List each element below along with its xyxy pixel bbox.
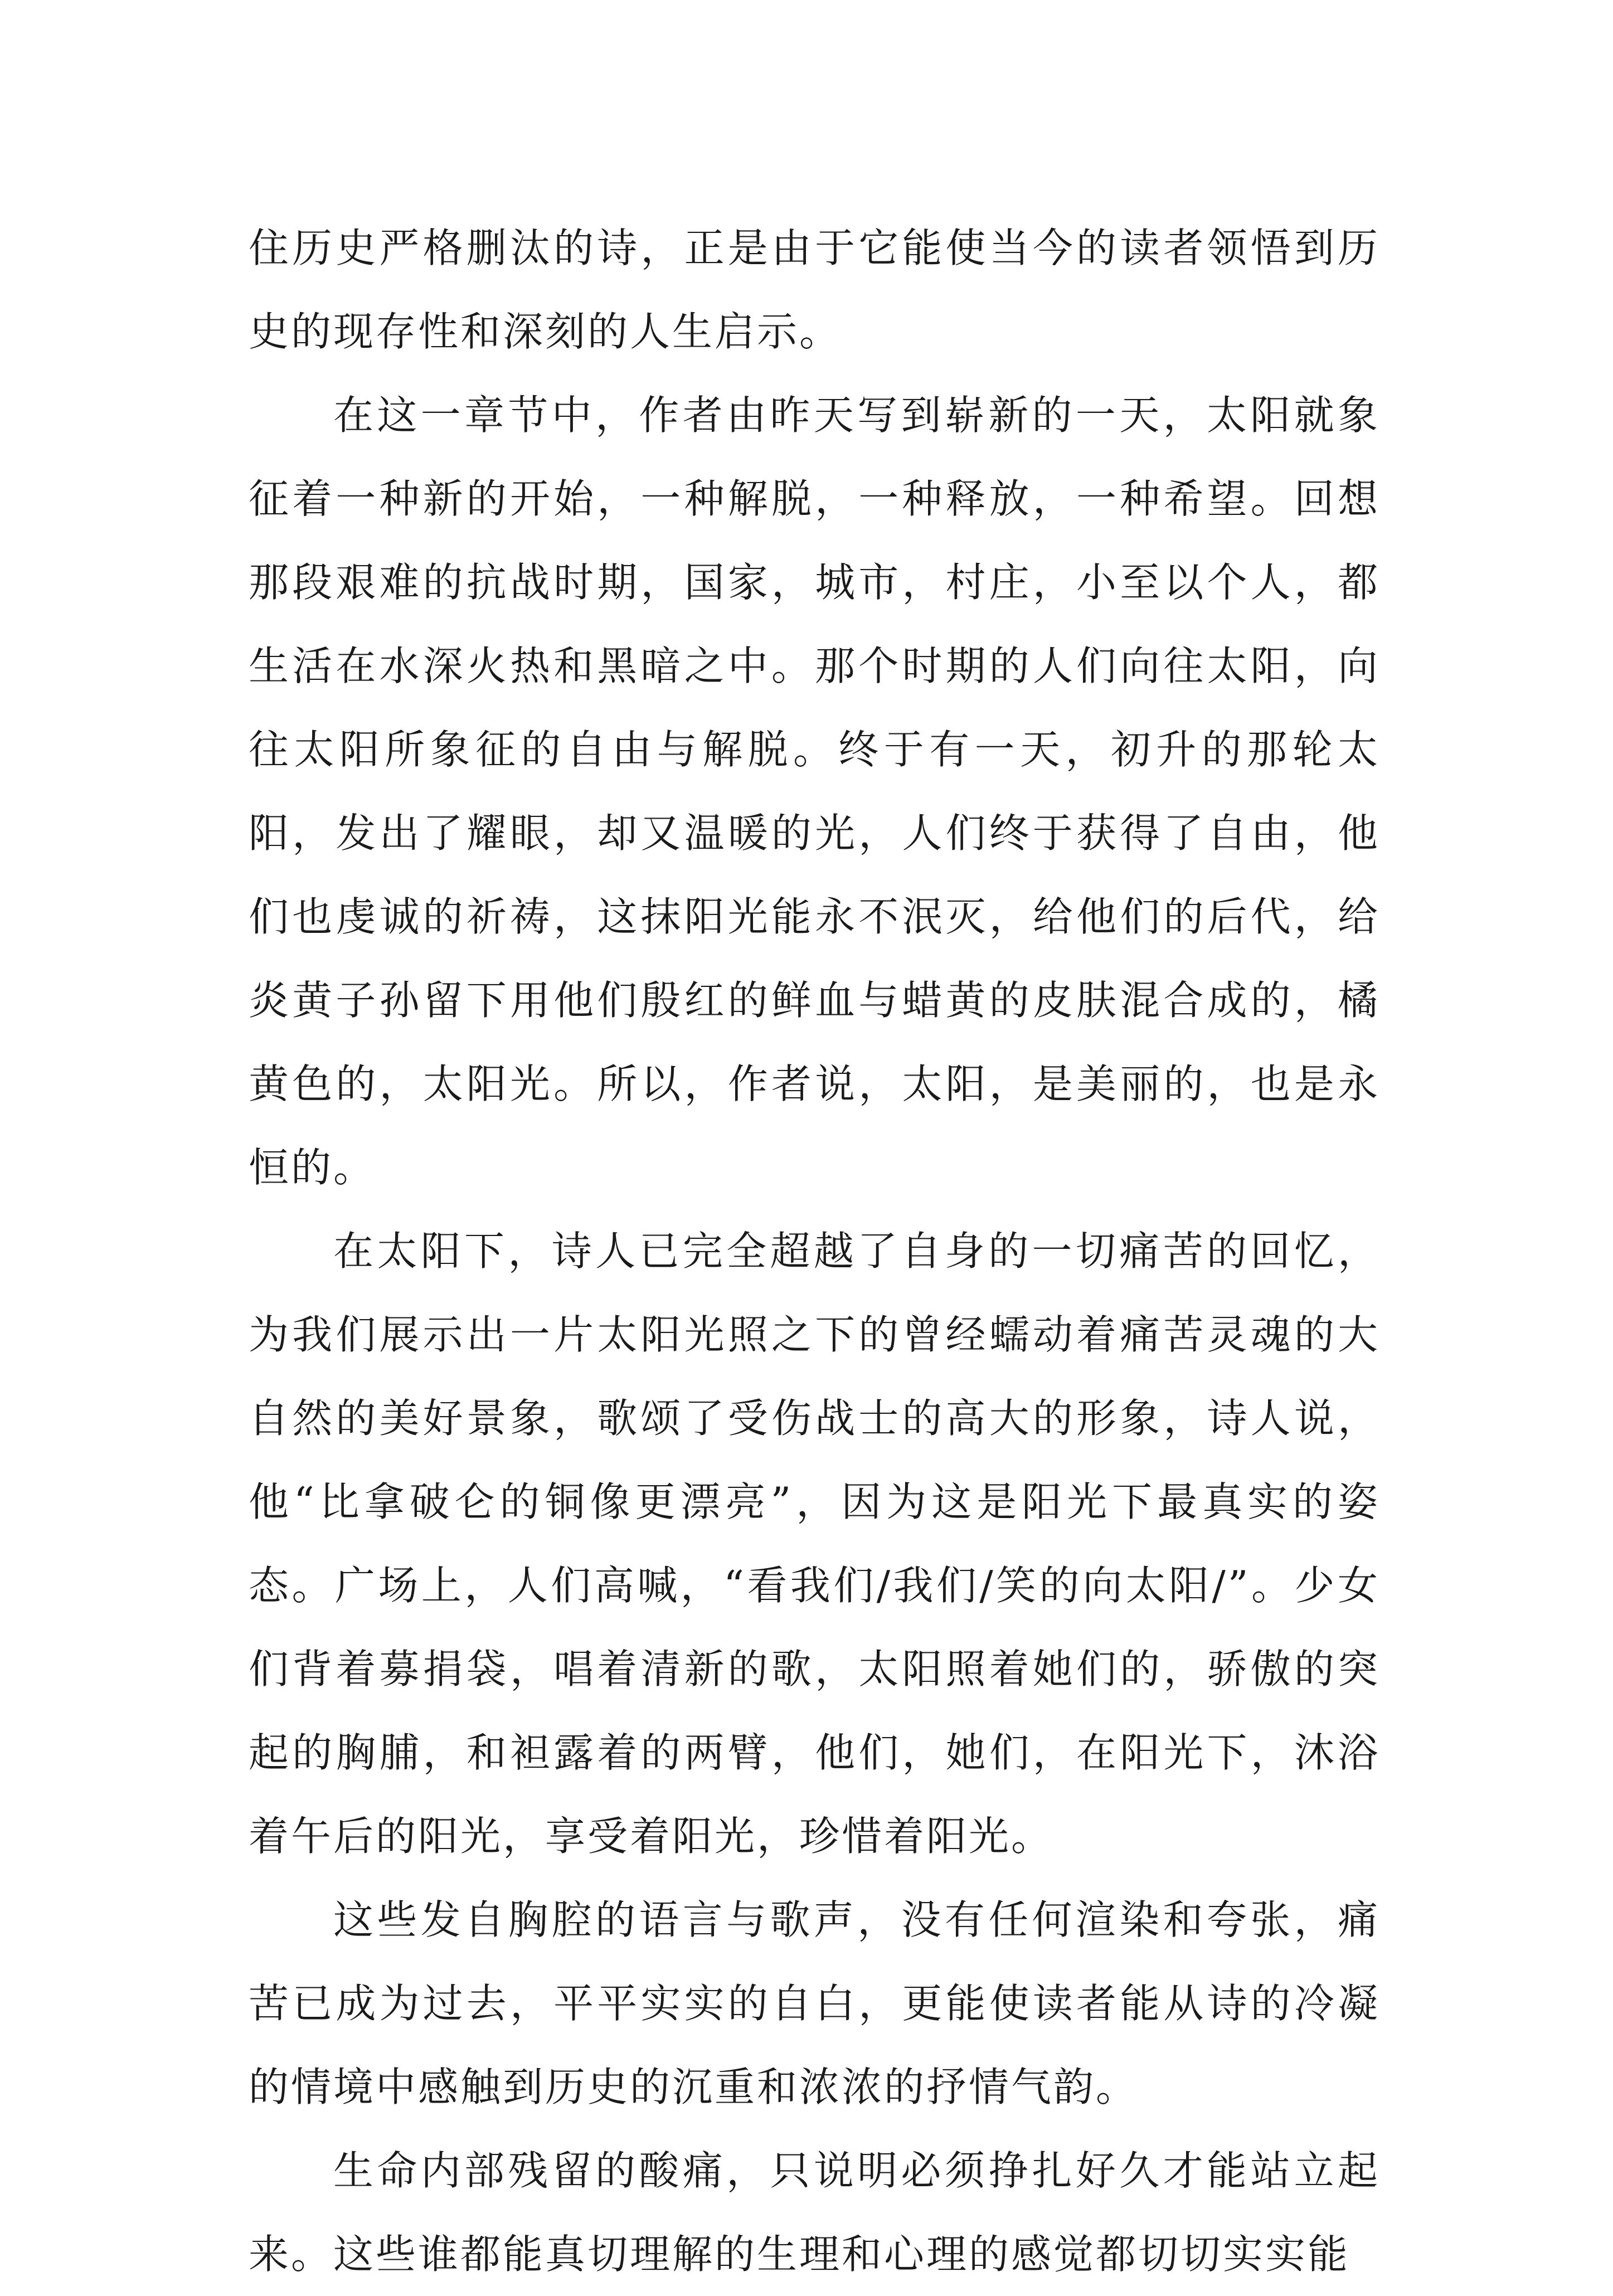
body-text — [249, 206, 1380, 2296]
paragraph-5: 生命内部残留的酸痛，只说明必须挣扎好久才能站立起来。这些谁都能真切理解的生理和心理的感觉都切切实实能 — [249, 2147, 1380, 2278]
paragraph-2: 在这一章节中，作者由昨天写到崭新的一天，太阳就象征着一种新的开始，一种解脱，一种释放，一种希望。回想那段艰难的抗战时期，国家，城市，村庄，小至以个人，都生活在水深火热和黑暗之中。那个时期的人们向往太阳，向往太阳所象征的自由与解脱。终于有一天，初升的那轮太阳，发出了耀眼，却又温暖的光，人们终于获得了自由，他们也虔诚的祈祷，这抹阳光能永不泯灭，给他们的后代，给炎黄子孙留下用他们殷红的鲜血与蜡黄的皮肤混合成的，橘黄色的，太阳光。所以，作者说，太阳，是美丽的，也是永恒的。 — [249, 392, 1380, 1191]
paragraph-4: 这些发自胸腔的语言与歌声，没有任何渲染和夸张，痛苦已成为过去，平平实实的自白，更能使读者能从诗的冷凝的情境中感触到历史的沉重和浓浓的抒情气韵。 — [249, 1896, 1380, 2110]
paragraph-3: 在太阳下，诗人已完全超越了自身的一切痛苦的回忆，为我们展示出一片太阳光照之下的曾经蠕动着痛苦灵魂的大自然的美好景象，歌颂了受伤战士的高大的形象，诗人说，他“比拿破仑的铜像更漂亮”，因为这是阳光下最真实的姿态。广场上，人们高喊，“看我们/我们/笑的向太阳/”。少女们背着募捐袋，唱着清新的歌，太阳照着她们的，骄傲的突起的胸脯，和袒露着的两臂，他们，她们，在阳光下，沐浴着午后的阳光，享受着阳光，珍惜着阳光。 — [249, 1228, 1380, 1860]
paragraph-1: 住历史严格删汰的诗，正是由于它能使当今的读者领悟到历史的现存性和深刻的人生启示。 — [249, 225, 1380, 355]
